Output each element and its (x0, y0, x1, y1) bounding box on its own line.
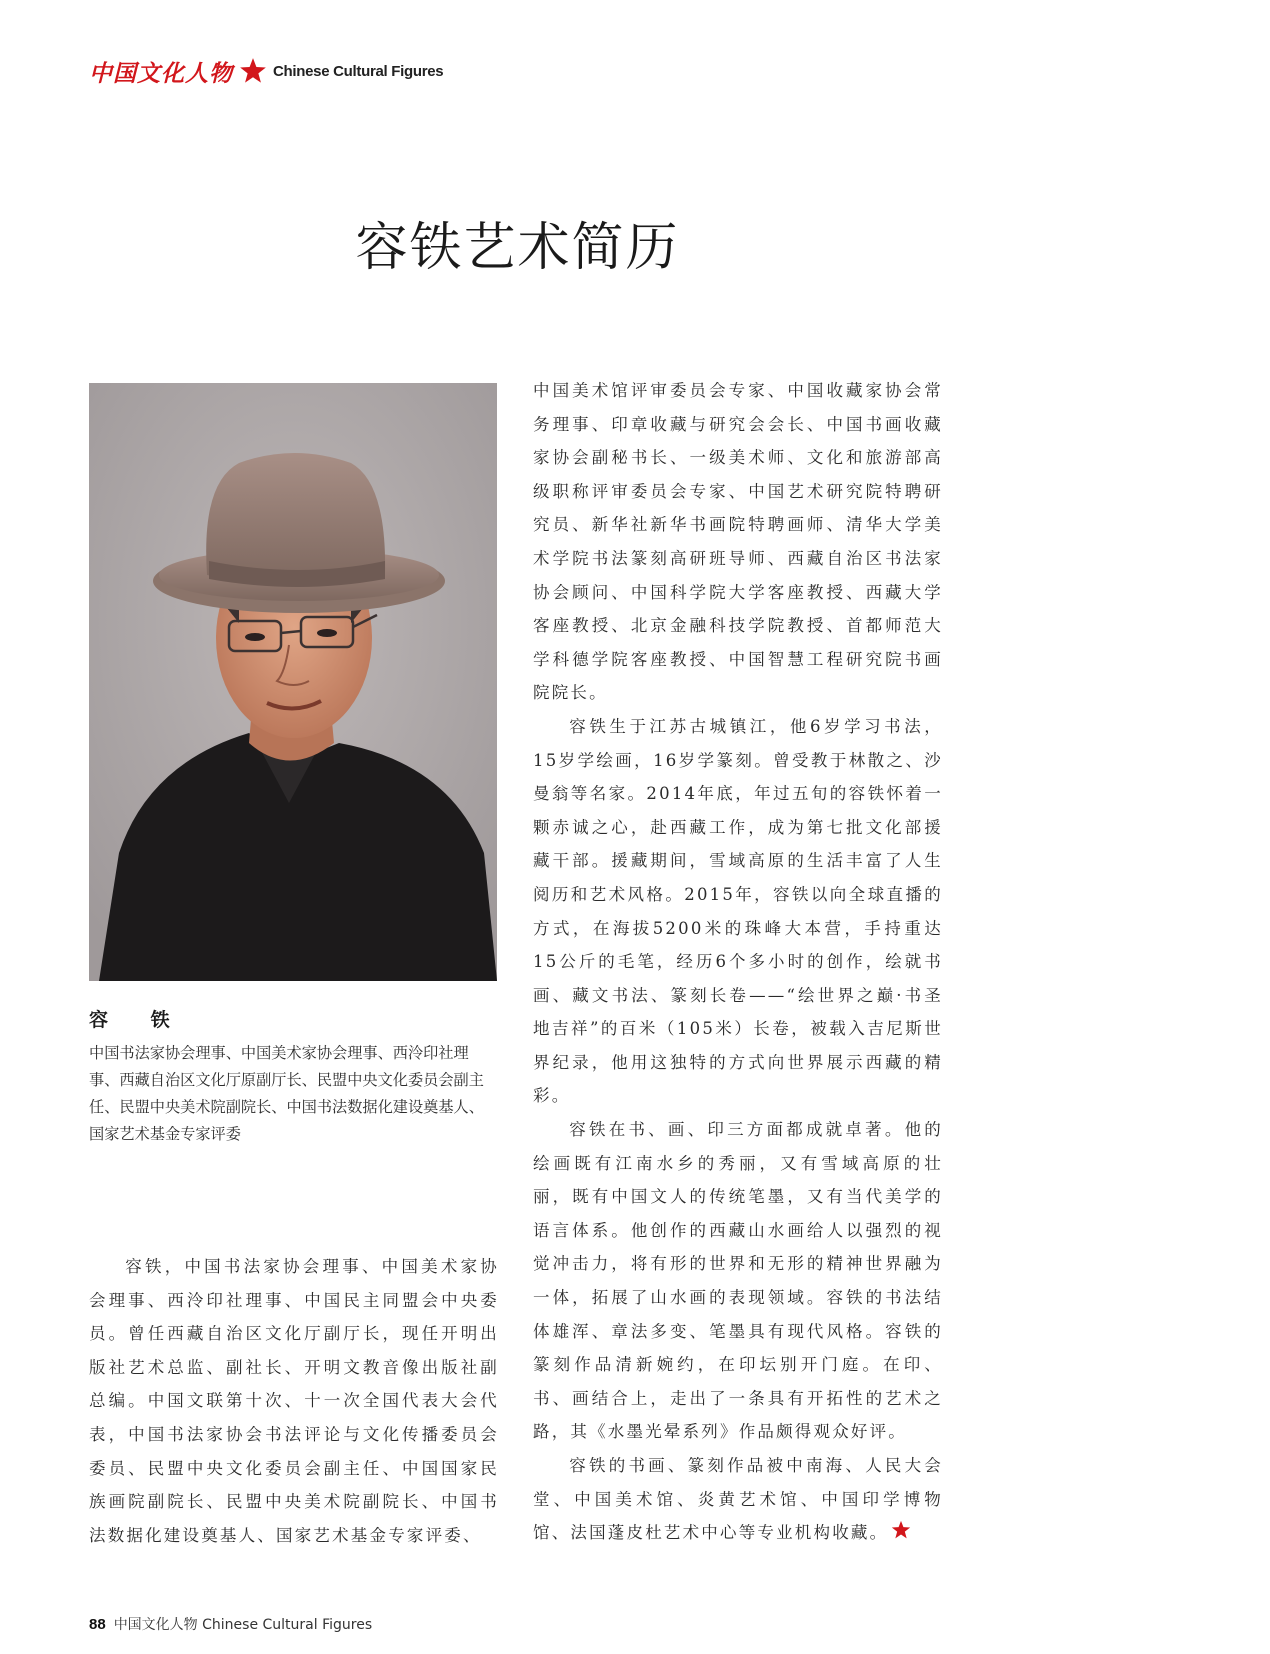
body-paragraph: 容铁在书、画、印三方面都成就卓著。他的绘画既有江南水乡的秀丽，又有雪域高原的壮丽，既有中国文人的传统笔墨，又有当代美学的语言体系。他创作的西藏山水画给人以强烈的视觉冲击力，将有形的世界和无形的精神世界融为一体，拓展了山水画的表现领域。容铁的书法结体雄浑、章法多变、笔墨具有现代风格。容铁的篆刻作品清新婉约，在印坛别开门庭。在印、书、画结合上，走出了一条具有开拓性的艺术之路，其《水墨光晕系列》作品颇得观众好评。 (533, 1120, 943, 1442)
brand-chinese: 中国文化人物 (89, 59, 233, 87)
page-title: 容铁艺术简历 (355, 218, 680, 278)
body-paragraph-text: 容铁的书画、篆刻作品被中南海、人民大会堂、中国美术馆、炎黄艺术馆、中国印学博物馆、法国蓬皮杜艺术中心等专业机构收藏。 (533, 1456, 943, 1543)
body-paragraph: 中国美术馆评审委员会专家、中国收藏家协会常务理事、印章收藏与研究会会长、中国书画收藏家协会副秘书长、一级美术师、文化和旅游部高级职称评审委员会专家、中国艺术研究院特聘研究员、新华社新华书画院特聘画师、清华大学美术学院书法篆刻高研班导师、西藏自治区书法家协会顾问、中国科学院大学客座教授、西藏大学客座教授、北京金融科技学院教授、首都师范大学科德学院客座教授、中国智慧工程研究院书画院院长。 (533, 381, 943, 703)
footer-text: 中国文化人物 Chinese Cultural Figures (113, 1617, 373, 1633)
portrait-illustration (89, 383, 497, 981)
star-icon (891, 1520, 911, 1540)
page-footer (89, 1614, 372, 1634)
page-header (89, 54, 443, 88)
body-right-column (533, 374, 943, 1550)
star-icon (239, 57, 267, 85)
body-paragraph-last (533, 1449, 943, 1550)
body-paragraph: 容铁生于江苏古城镇江，他6岁学习书法，15岁学绘画，16岁学篆刻。曾受教于林散之、沙曼翁等名家。2014年底，年过五旬的容铁怀着一颗赤诚之心，赴西藏工作，成为第七批文化部援藏干部。援藏期间，雪域高原的生活丰富了人生阅历和艺术风格。2015年，容铁以向全球直播的方式，在海拔5200米的珠峰大本营，手持重达15公斤的毛笔，经历6个多小时的创作，绘就书画、藏文书法、篆刻长卷——“绘世界之巅·书圣地吉祥”的百米（105米）长卷，被载入吉尼斯世界纪录，他用这独特的方式向世界展示西藏的精彩。 (533, 716, 943, 1106)
brand-english: Chinese Cultural Figures (273, 62, 444, 80)
page-number: 88 (89, 1616, 106, 1633)
portrait-photo (89, 383, 497, 981)
body-left-column (89, 1250, 499, 1552)
caption-name: 容 铁 (89, 1009, 188, 1031)
body-paragraph: 容铁，中国书法家协会理事、中国美术家协会理事、西泠印社理事、中国民主同盟会中央委员。曾任西藏自治区文化厅副厅长，现任开明出版社艺术总监、副社长、开明文教音像出版社副总编。中国文联第十次、十一次全国代表大会代表，中国书法家协会书法评论与文化传播委员会委员、民盟中央文化委员会副主任、中国国家民族画院副院长、民盟中央美术院副院长、中国书法数据化建设奠基人、国家艺术基金专家评委、 (89, 1257, 499, 1545)
caption-text: 中国书法家协会理事、中国美术家协会理事、西泠印社理事、西藏自治区文化厅原副厅长、民盟中央文化委员会副主任、民盟中央美术院副院长、中国书法数据化建设奠基人、国家艺术基金专家评委 (89, 1044, 484, 1143)
